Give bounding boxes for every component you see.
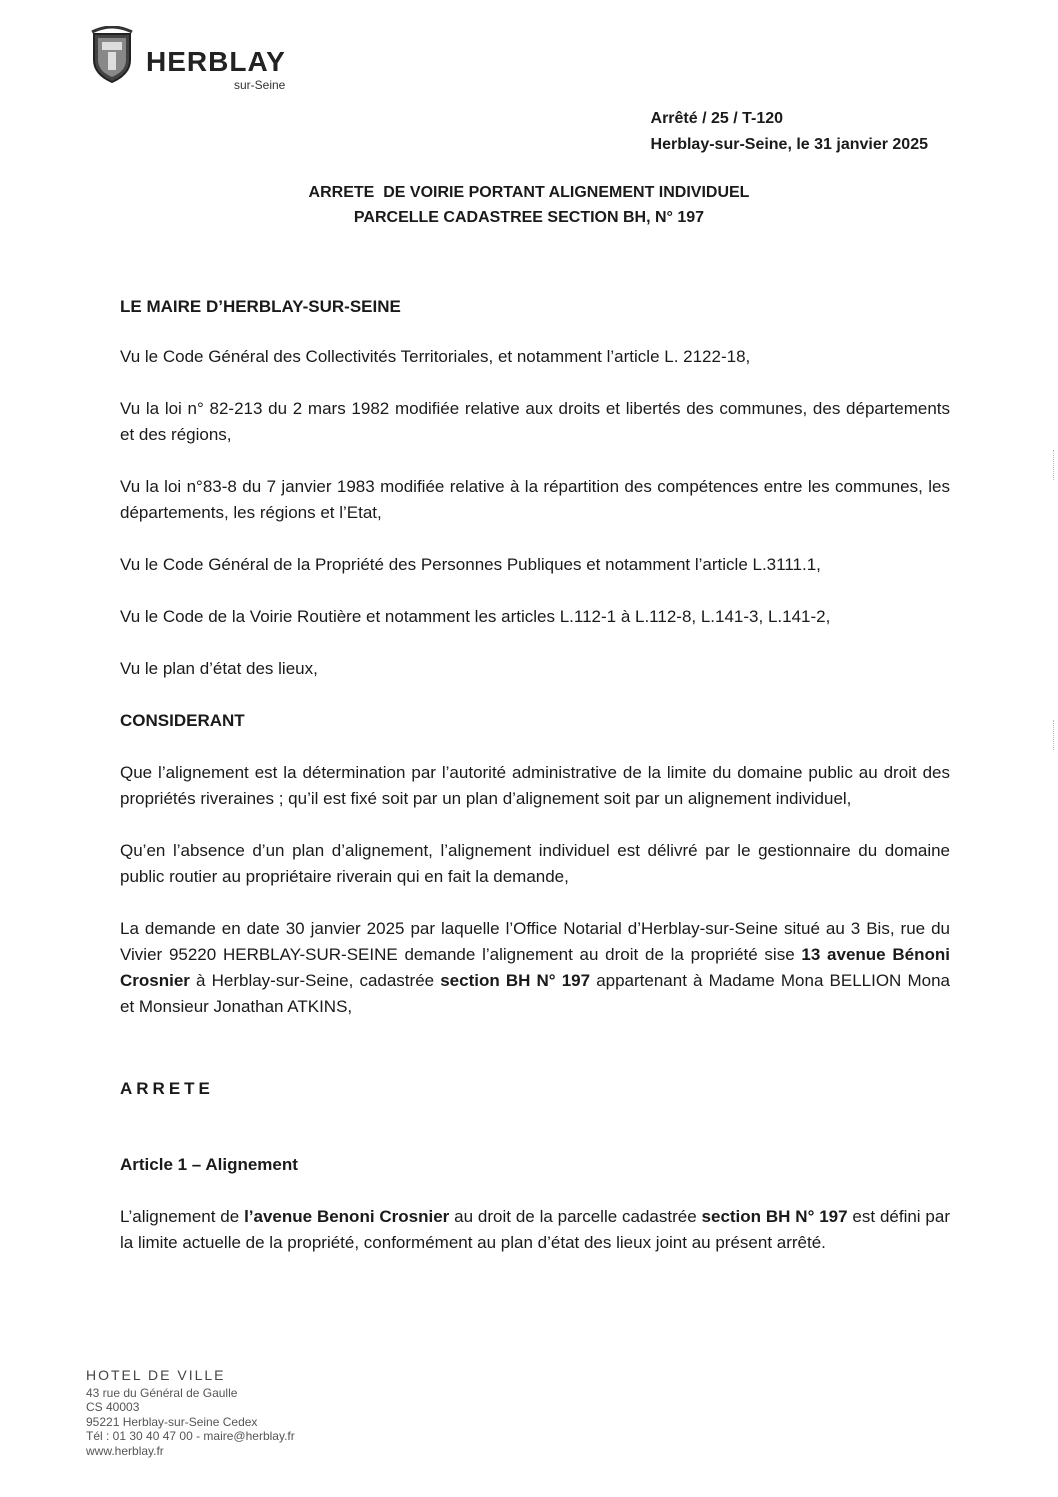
demande-address: 13 avenue Bénoni Crosnier (120, 945, 950, 990)
article-street: l’avenue Benoni Crosnier (244, 1207, 450, 1226)
considerant-paragraph: Qu’en l’absence d’un plan d’alignement, l’alignement individuel est délivré par le gestionnaire du domaine public routier au propriétaire riverain qui en fait la demande, (120, 841, 950, 886)
article-1-text (120, 1204, 950, 1256)
arrete-heading: ARRETE (120, 1079, 214, 1098)
vu-paragraph: Vu la loi n° 82-213 du 2 mars 1982 modifiée relative aux droits et libertés des communes, des départements et des régions, (120, 399, 950, 444)
decree-reference: Arrêté / 25 / T-120 (650, 110, 784, 127)
footer-line: 95221 Herblay-sur-Seine Cedex (86, 1414, 258, 1429)
article-text: est défini par la limite actuelle de la propriété, conformément au plan d’état des lieux joint au présent arrêté. (120, 1207, 950, 1252)
article-parcel: section BH N° 197 (701, 1207, 848, 1226)
demande-paragraph (120, 916, 950, 1020)
footer-line: 43 rue du Général de Gaulle (86, 1385, 238, 1400)
article-text: L’alignement de (120, 1207, 245, 1226)
title-line-1: ARRETE DE VOIRIE PORTANT ALIGNEMENT INDIVIDUEL (308, 184, 750, 201)
reference-block (651, 106, 928, 158)
vu-paragraph: Vu le plan d’état des lieux, (120, 659, 318, 678)
footer-address (86, 1368, 426, 1458)
vu-paragraph: Vu le Code Général de la Propriété des Personnes Publiques et notamment l’article L.3111.1, (120, 555, 821, 574)
considerant-heading: CONSIDERANT (120, 711, 245, 730)
authority-heading: LE MAIRE D’HERBLAY-SUR-SEINE (120, 297, 401, 316)
vu-paragraph: Vu le Code de la Voirie Routière et notamment les articles L.112-1 à L.112-8, L.141-3, L.141-2, (120, 607, 831, 626)
footer-line: Tél : 01 30 40 47 00 - maire@herblay.fr (86, 1429, 295, 1443)
demande-parcel: section BH N° 197 (440, 971, 591, 990)
logo-name: HERBLAY (146, 46, 286, 77)
city-crest-icon (88, 26, 136, 84)
considerant-paragraph: Que l’alignement est la détermination par l’autorité administrative de la limite du domaine public au droit des propriétés riveraines ; qu’il est fixé soit par un plan d’alignement soit par un alignement individuel, (120, 763, 950, 808)
article-text: au droit de la parcelle cadastrée (449, 1207, 702, 1226)
city-logo (88, 26, 318, 92)
vu-paragraph: Vu la loi n°83-8 du 7 janvier 1983 modifiée relative à la répartition des compétences entre les communes, les départements, les régions et l’Etat, (120, 477, 950, 522)
demande-text: à Herblay-sur-Seine, cadastrée (189, 971, 441, 990)
article-1-heading: Article 1 – Alignement (120, 1155, 298, 1174)
scan-margin-mark (1047, 720, 1054, 750)
place-date: Herblay-sur-Seine, le 31 janvier 2025 (650, 136, 928, 153)
footer-line: www.herblay.fr (86, 1443, 164, 1458)
logo-subtitle: sur-Seine (234, 78, 286, 92)
document-title (0, 180, 1058, 230)
demande-text: appartenant à Madame Mona BELLION Mona et Monsieur Jonathan ATKINS, (120, 971, 950, 1016)
vu-paragraph: Vu le Code Général des Collectivités Territoriales, et notamment l’article L. 2122-18, (120, 347, 751, 366)
document-body (120, 294, 950, 1256)
title-line-2: PARCELLE CADASTREE SECTION BH, N° 197 (353, 209, 705, 226)
footer-title: HOTEL DE VILLE (86, 1367, 226, 1383)
scan-margin-mark (1047, 450, 1054, 480)
footer-line: CS 40003 (86, 1400, 140, 1414)
demande-text: La demande en date 30 janvier 2025 par laquelle l’Office Notarial d’Herblay-sur-Seine situé au 3 Bis, rue du Vivier 95220 HERBLAY-SUR-SEINE demande l’alignement au droit de la propriété sise (120, 919, 950, 964)
